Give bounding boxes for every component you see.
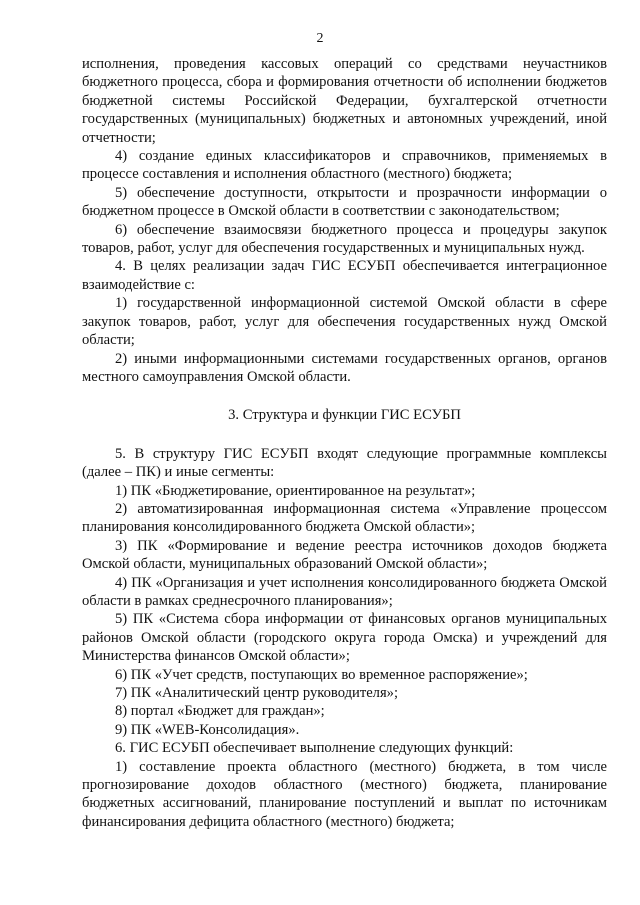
paragraph: 6. ГИС ЕСУБП обеспечивает выполнение следующих функций:	[115, 740, 514, 757]
paragraph: 4. В целях реализации задач ГИС ЕСУБП обеспечивается интеграционное взаимодействие с:	[82, 258, 607, 293]
paragraph: исполнения, проведения кассовых операций со средствами неучастников бюджетного процесса, сбора и формирования отчетности об исполнении бюджетов бюджетной системы Российской Федерации, бухгалтерской отчетности государственных (муниципальных) бюджетных и автономных учреждений, иной отчетности;	[82, 56, 607, 146]
section-heading: 3. Структура и функции ГИС ЕСУБП	[228, 407, 461, 424]
paragraph: 4) ПК «Организация и учет исполнения консолидированного бюджета Омской области в рамках среднесрочного планирования»;	[82, 574, 607, 609]
paragraph: 1) государственной информационной системой Омской области в сфере закупок товаров, работ, услуг для обеспечения государственных нужд Омской области;	[82, 295, 607, 349]
paragraph: 9) ПК «WEB-Консолидация».	[115, 721, 300, 738]
paragraphs-after-heading	[82, 445, 607, 832]
page-number: 2	[316, 31, 324, 46]
paragraph: 2) иными информационными системами государственных органов, органов местного самоуправления Омской области.	[82, 350, 607, 385]
paragraph: 1) составление проекта областного (местного) бюджета, в том числе прогнозирование доходов областного (местного) бюджета, планирование бюджетных ассигнований, планирование поступлений и выплат по источникам финансирования дефицита областного (местного) бюджета;	[82, 758, 607, 830]
paragraph: 2) автоматизированная информационная система «Управление процессом планирования консолидированного бюджета Омской области»;	[82, 500, 607, 536]
paragraph: 5) обеспечение доступности, открытости и прозрачности информации о бюджетном процессе в Омской области в соответствии с законодательством;	[82, 184, 607, 220]
document-body	[82, 55, 607, 831]
paragraph: 1) ПК «Бюджетирование, ориентированное на результат»;	[115, 482, 476, 499]
paragraph: 8) портал «Бюджет для граждан»;	[115, 703, 325, 720]
paragraph: 5) ПК «Система сбора информации от финансовых органов муниципальных районов Омской области (городского округа города Омска) и учреждений для Министерства финансов Омской области»;	[82, 611, 607, 665]
paragraph: 6) ПК «Учет средств, поступающих во временное распоряжение»;	[115, 666, 528, 683]
paragraph: 4) создание единых классификаторов и справочников, применяемых в процессе составления и исполнения областного (местного) бюджета;	[82, 148, 607, 183]
paragraph: 7) ПК «Аналитический центр руководителя»;	[115, 685, 399, 701]
paragraph: 5. В структуру ГИС ЕСУБП входят следующие программные комплексы (далее – ПК) и иные сегменты:	[82, 445, 607, 481]
paragraph: 3) ПК «Формирование и ведение реестра источников доходов бюджета Омской области, муниципальных образований Омской области»;	[82, 537, 607, 573]
paragraphs-before-heading	[82, 55, 607, 386]
paragraph: 6) обеспечение взаимосвязи бюджетного процесса и процедуры закупок товаров, работ, услуг для обеспечения государственных и муниципальных нужд.	[82, 221, 607, 257]
